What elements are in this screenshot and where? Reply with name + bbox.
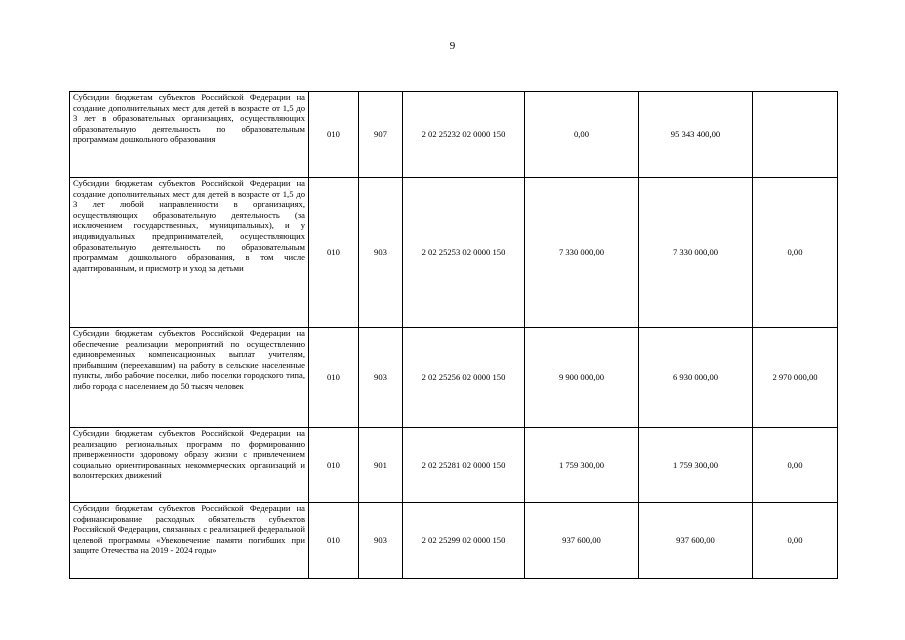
row-description: Субсидии бюджетам субъектов Российской Федерации на реализацию региональных программ по формированию приверженности здоровому образу жизни с привлечением социально ориентированных некоммерческих организаций и волонтерских движений (70, 428, 309, 503)
row-code-2: 903 (359, 178, 403, 328)
table-row (70, 328, 838, 428)
row-amount-3: 0,00 (753, 428, 838, 503)
row-amount-1: 937 600,00 (525, 503, 639, 579)
row-kbk: 2 02 25232 02 0000 150 (403, 92, 525, 178)
row-kbk: 2 02 25256 02 0000 150 (403, 328, 525, 428)
row-kbk: 2 02 25253 02 0000 150 (403, 178, 525, 328)
row-amount-3: 0,00 (753, 178, 838, 328)
row-code-2: 903 (359, 503, 403, 579)
row-code-2: 907 (359, 92, 403, 178)
row-amount-2: 937 600,00 (639, 503, 753, 579)
row-kbk: 2 02 25299 02 0000 150 (403, 503, 525, 579)
row-amount-2: 6 930 000,00 (639, 328, 753, 428)
row-amount-1: 7 330 000,00 (525, 178, 639, 328)
row-amount-1: 0,00 (525, 92, 639, 178)
row-amount-2: 7 330 000,00 (639, 178, 753, 328)
row-amount-2: 95 343 400,00 (639, 92, 753, 178)
row-description: Субсидии бюджетам субъектов Российской Федерации на создание дополнительных мест для детей в возрасте от 1,5 до 3 лет любой направленности в организациях, осуществляющих образовательную деятельность (за исключением государственных, муниципальных), и у индивидуальных предпринимателей, осуществляющих образовательную деятельность по образовательным программам дошкольного образования, в том числе адаптированным, и присмотр и уход за детьми (70, 178, 309, 328)
row-amount-3: 2 970 000,00 (753, 328, 838, 428)
page-number: 9 (449, 40, 456, 52)
row-amount-3: 0,00 (753, 503, 838, 579)
table-row (70, 428, 838, 503)
budget-table (69, 91, 838, 579)
row-description: Субсидии бюджетам субъектов Российской Федерации на создание дополнительных мест для детей в возрасте от 1,5 до 3 лет в образовательных организациях, осуществляющих образовательную деятельность по образовательным программам дошкольного образования (70, 92, 309, 178)
row-amount-1: 1 759 300,00 (525, 428, 639, 503)
row-code-1: 010 (309, 503, 359, 579)
table-row (70, 503, 838, 579)
row-description: Субсидии бюджетам субъектов Российской Федерации на софинансирование расходных обязательств субъектов Российской Федерации, связанных с реализацией федеральной целевой программы «Увековечение памяти погибших при защите Отечества на 2019 - 2024 годы» (70, 503, 309, 579)
row-description: Субсидии бюджетам субъектов Российской Федерации на обеспечение реализации мероприятий по осуществлению единовременных компенсационных выплат учителям, прибывшим (переехавшим) на работу в сельские населенные пункты, либо рабочие поселки, либо поселки городского типа, либо города с населением до 50 тысяч человек (70, 328, 309, 428)
row-amount-1: 9 900 000,00 (525, 328, 639, 428)
row-amount-3 (753, 92, 838, 178)
row-kbk: 2 02 25281 02 0000 150 (403, 428, 525, 503)
row-code-1: 010 (309, 428, 359, 503)
row-code-1: 010 (309, 92, 359, 178)
row-code-2: 901 (359, 428, 403, 503)
row-code-1: 010 (309, 328, 359, 428)
row-amount-2: 1 759 300,00 (639, 428, 753, 503)
row-code-2: 903 (359, 328, 403, 428)
table-row (70, 178, 838, 328)
table-row (70, 92, 838, 178)
row-code-1: 010 (309, 178, 359, 328)
